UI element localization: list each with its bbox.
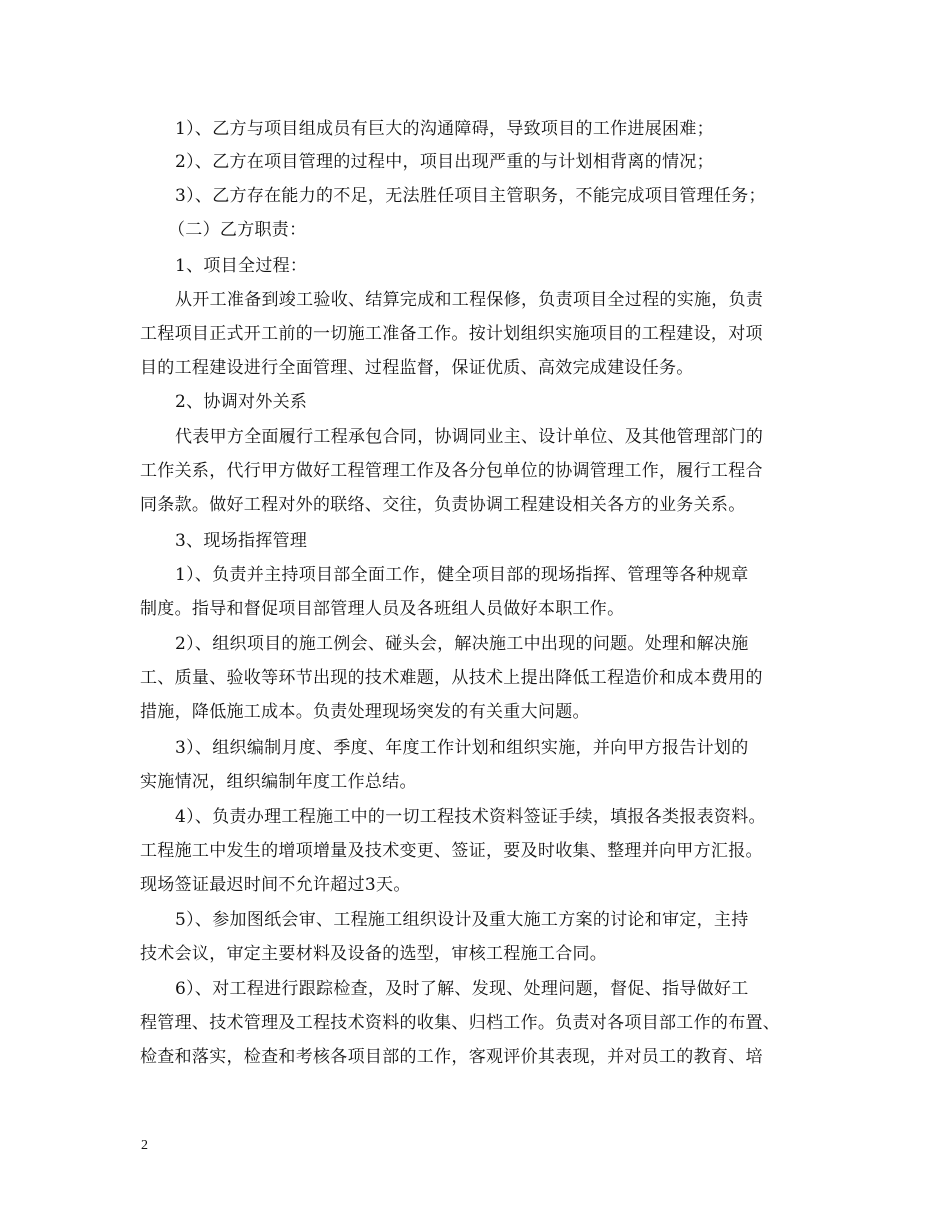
text-line: 6）、对工程进行跟踪检查，及时了解、发现、处理问题，督促、指导做好工	[175, 979, 749, 999]
page-number: 2	[141, 1138, 148, 1153]
text-line: 代表甲方全面履行工程承包合同，协调同业主、设计单位、及其他管理部门的	[175, 427, 764, 447]
text-line: 从开工准备到竣工验收、结算完成和工程保修，负责项目全过程的实施，负责	[175, 290, 764, 310]
text-line: 工作关系，代行甲方做好工程管理工作及各分包单位的协调管理工作，履行工程合	[140, 461, 763, 481]
text-line: 检查和落实，检查和考核各项目部的工作，客观评价其表现，并对员工的教育、培	[140, 1047, 763, 1067]
text-line: 同条款。做好工程对外的联络、交往，负责协调工程建设相关各方的业务关系。	[140, 495, 746, 515]
text-line: 1）、乙方与项目组成员有巨大的沟通障碍，导致项目的工作进展困难；	[175, 119, 714, 139]
text-line: 程管理、技术管理及工程技术资料的收集、归档工作。负责对各项目部工作的布置、	[140, 1013, 781, 1033]
text-line: 实施情况，组织编制年度工作总结。	[140, 772, 417, 792]
text-line: 2）、乙方在项目管理的过程中，项目出现严重的与计划相背离的情况；	[175, 152, 714, 172]
text-line: 4）、负责办理工程施工中的一切工程技术资料签证手续，填报各类报表资料。	[175, 807, 766, 827]
text-line: 工、质量、验收等环节出现的技术难题，从技术上提出降低工程造价和成本费用的	[140, 668, 763, 688]
section-heading: （二）乙方职责：	[168, 220, 307, 240]
subsection-heading: 2、协调对外关系	[175, 392, 308, 412]
subsection-heading: 3、现场指挥管理	[175, 531, 308, 551]
text-line: 工程施工中发生的增项增量及技术变更、签证，要及时收集、整理并向甲方汇报。	[140, 841, 763, 861]
text-line: 工程项目正式开工前的一切施工准备工作。按计划组织实施项目的工程建设，对项	[140, 324, 763, 344]
text-line: 1）、负责并主持项目部全面工作，健全项目部的现场指挥、管理等各种规章	[175, 565, 749, 585]
text-line: 目的工程建设进行全面管理、过程监督，保证优质、高效完成建设任务。	[140, 358, 694, 378]
text-line: 5）、参加图纸会审、工程施工组织设计及重大施工方案的讨论和审定，主持	[175, 910, 749, 930]
text-line: 现场签证最迟时间不允许超过3天。	[140, 875, 411, 895]
text-line: 措施，降低施工成本。负责处理现场突发的有关重大问题。	[140, 702, 590, 722]
text-line: 2）、组织项目的施工例会、碰头会，解决施工中出现的问题。处理和解决施	[175, 634, 749, 654]
subsection-heading: 1、项目全过程：	[175, 256, 308, 276]
text-line: 技术会议，审定主要材料及设备的选型，审核工程施工合同。	[140, 944, 608, 964]
text-line: 3）、乙方存在能力的不足，无法胜任项目主管职务，不能完成项目管理任务；	[175, 186, 766, 206]
text-line: 3）、组织编制月度、季度、年度工作计划和组织实施，并向甲方报告计划的	[175, 738, 749, 758]
text-line: 制度。指导和督促项目部管理人员及各班组人员做好本职工作。	[140, 599, 625, 619]
